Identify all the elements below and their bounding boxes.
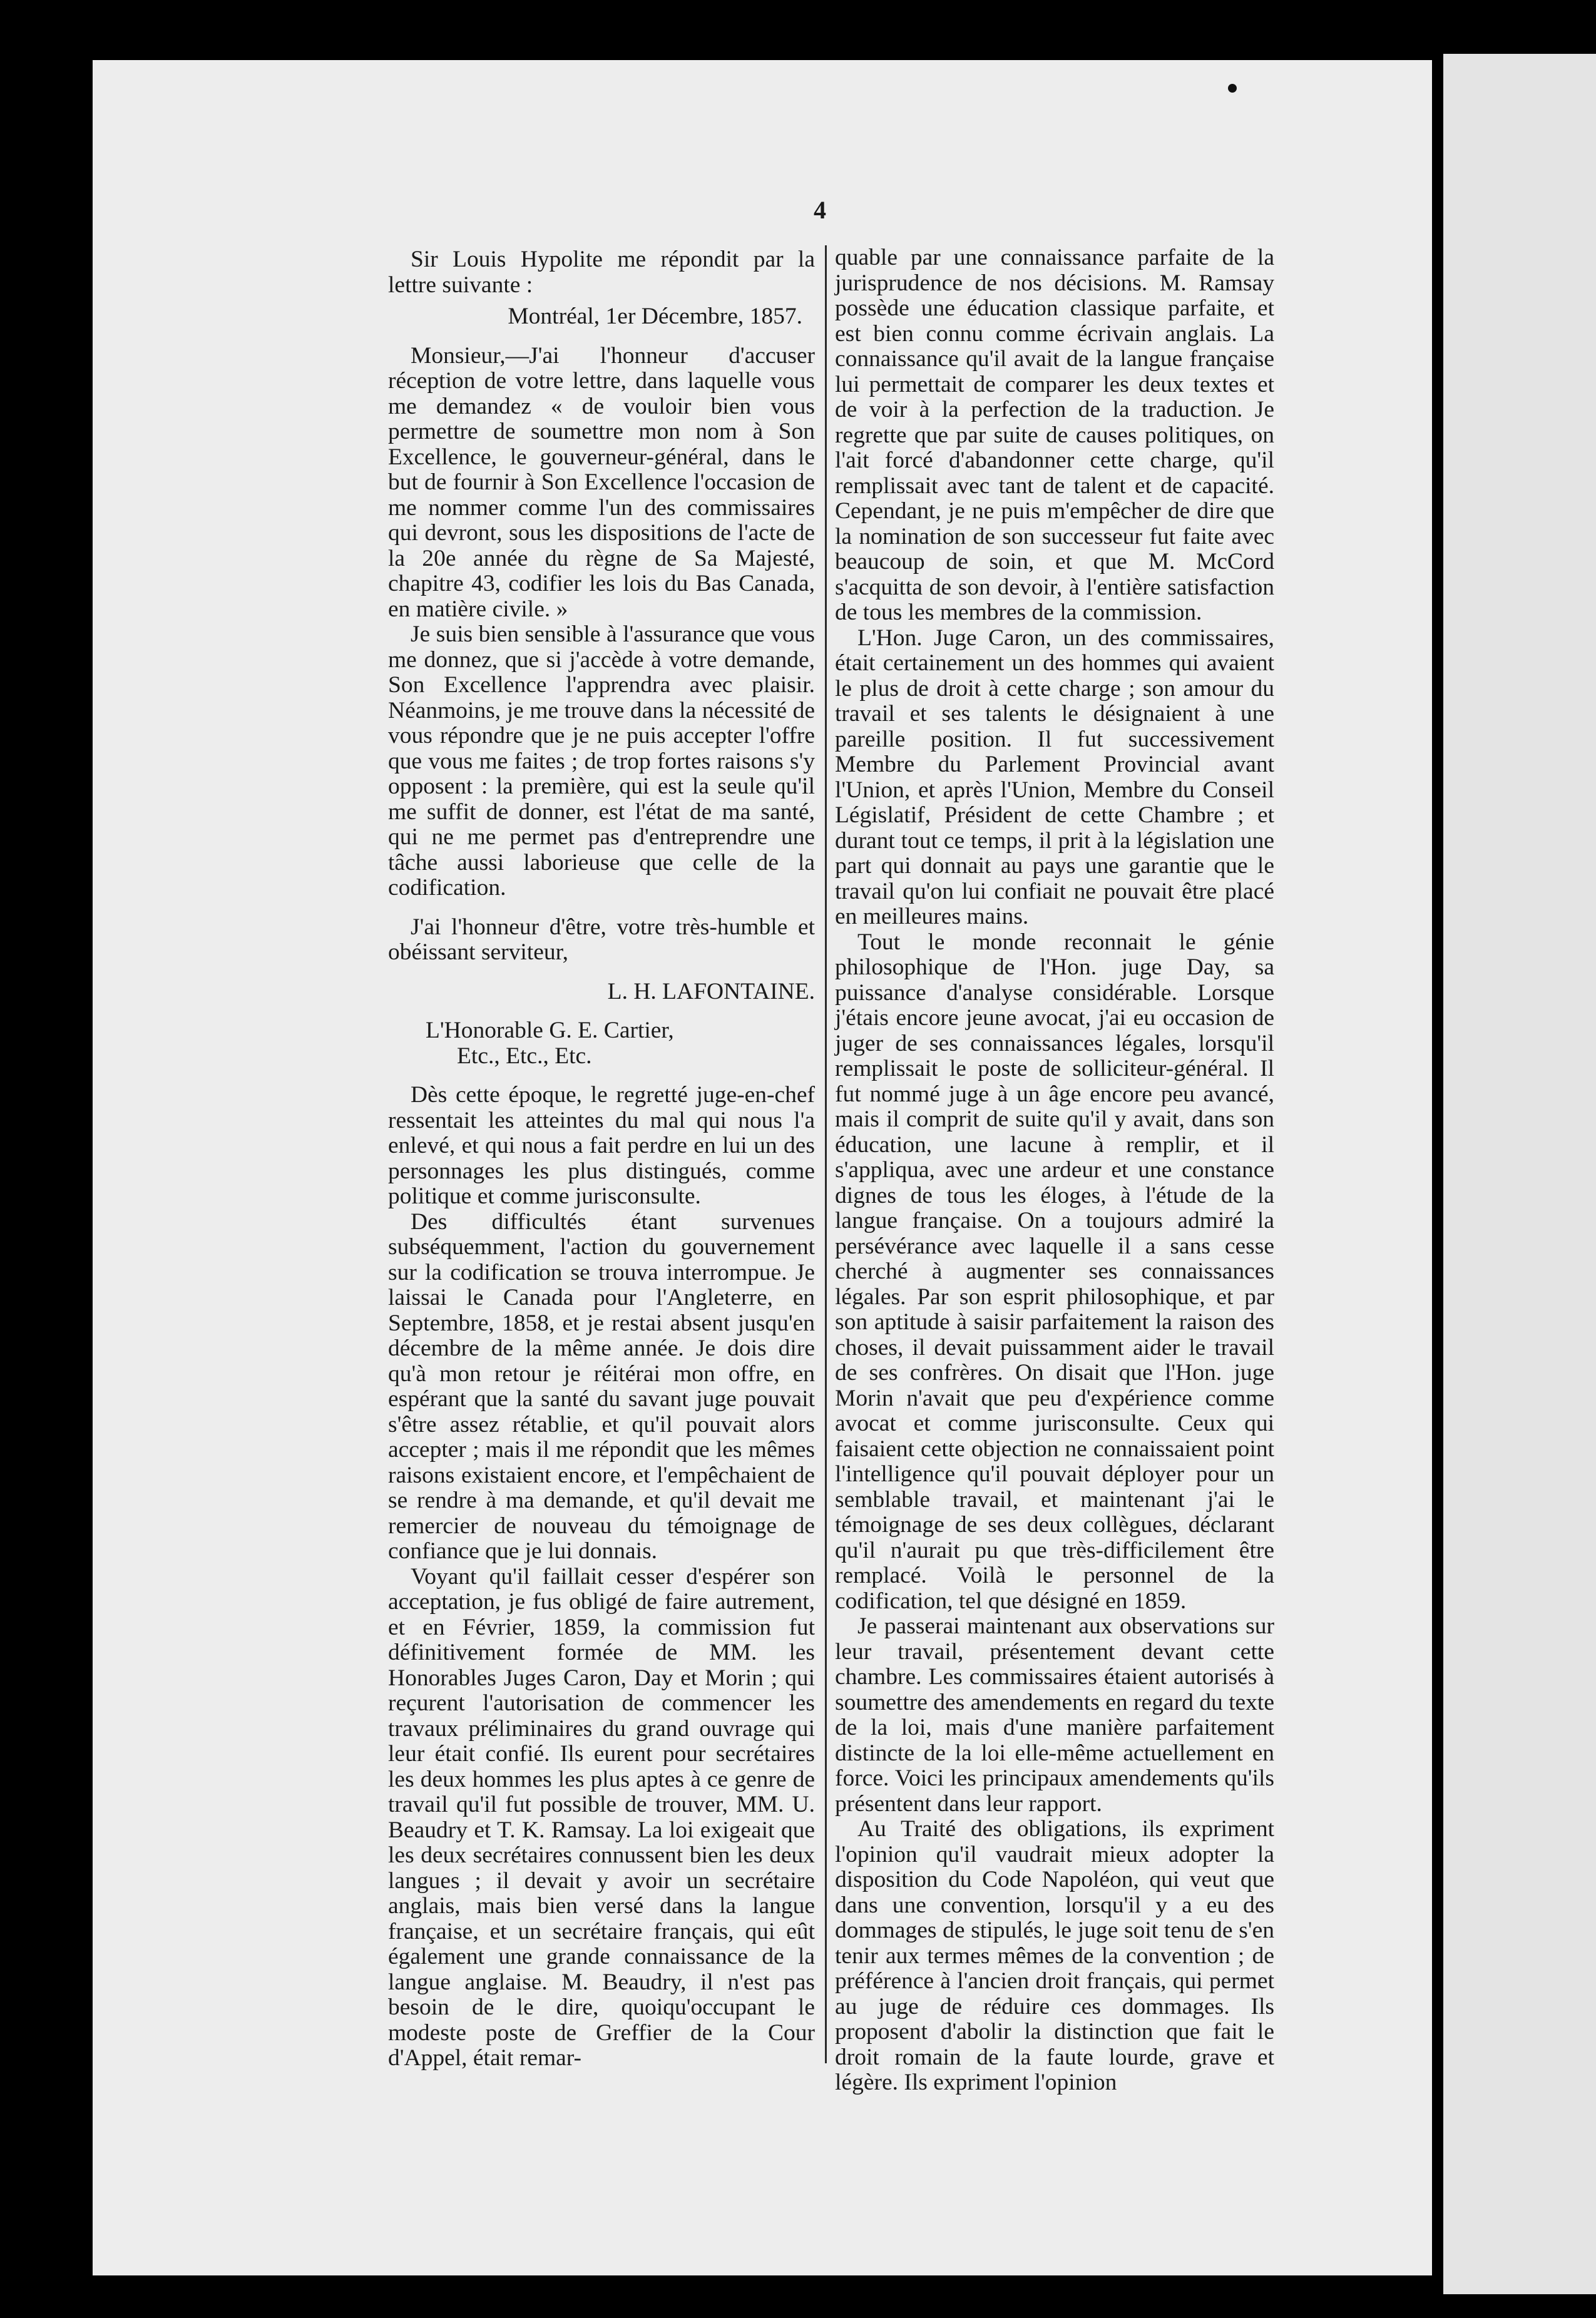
letter-paragraph: Monsieur,—J'ai l'honneur d'accuser réception de votre lettre, dans laquelle vous me demandez « de vouloir bien vous permettre de soumettre mon nom à Son Excellence, le gouverneur-général, dans le but de fournir à Son Excellence l'occasion de me nommer comme l'un des commissaires qui devront, sous les dispositions de l'acte de la 20e année du règne de Sa Majesté, chapitre 43, codifier les lois du Bas Canada, en matière civile. »: [388, 342, 815, 622]
right-column: [835, 245, 1274, 2096]
body-paragraph: Des difficultés étant survenues subséquemment, l'action du gouvernement sur la codification se trouva interrompue. Je laissai le Canada pour l'Angleterre, en Septembre, 1858, et je restai absent jusqu'en décembre de la même année. Je dois dire qu'à mon retour je réitérai mon offre, en espérant que la santé du savant juge pouvait s'être assez rétablie, et qu'il pouvait alors accepter ; mais il me répondit que les mêmes raisons existaient encore, et l'empêchaient de se rendre à ma demande, et qu'il devait me remercier de nouveau du témoignage de confiance que je lui donnais.: [388, 1208, 815, 1564]
left-column: [388, 247, 815, 2071]
letter-signature: L. H. LAFONTAINE.: [607, 978, 815, 1004]
column-divider: [825, 245, 827, 2063]
body-paragraph: Au Traité des obligations, ils expriment l'opinion qu'il vaudrait mieux adopter la disposition du Code Napoléon, qui veut que dans une convention, lorsqu'il y a eu des dommages de stipulés, le juge soit tenu de s'en tenir aux termes mêmes de la convention ; de préférence à l'ancien droit français, qui permet au juge de réduire ces dommages. Ils proposent d'abolir la distinction que fait le droit romain de la faute lourde, grave et légère. Ils expriment l'opinion: [835, 1816, 1274, 2095]
body-paragraph: L'Hon. Juge Caron, un des commissaires, était certainement un des hommes qui avaient le plus de droit à cette charge ; son amour du travail et ses talents le désignaient à une pareille position. Il fut successivement Membre du Parlement Provincial avant l'Union, et après l'Union, Membre du Conseil Législatif, Président de cette Chambre ; et durant tout ce temps, il prit à la législation une part qui donnait au pays une garantie que le travail qu'on lui confiait ne pouvait être placé en meilleures mains.: [835, 625, 1274, 929]
letter-addressee-etc: Etc., Etc., Etc.: [457, 1043, 592, 1069]
body-paragraph: Je passerai maintenant aux observations sur leur travail, présentement devant cette chambre. Les commissaires étaient autorisés à soumettre des amendements en regard du texte de la loi, mais d'une manière parfaitement distincte de la loi elle-même actuellement en force. Voici les principaux amendements qu'ils présentent dans leur rapport.: [835, 1613, 1274, 1817]
intro-text: Sir Louis Hypolite me répondit par la lettre suivante :: [388, 247, 815, 298]
letter-closing: J'ai l'honneur d'être, votre très-humble et obéissant serviteur,: [388, 914, 815, 965]
body-paragraph: Tout le monde reconnait le génie philosophique de l'Hon. juge Day, sa puissance d'analyse considérable. Lorsque j'étais encore jeune avocat, j'ai eu occasion de juger de ses connaissances légales, lorsqu'il remplissait le poste de solliciteur-général. Il fut nommé juge à un âge encore peu avancé, mais il comprit de suite qu'il y avait, dans son éducation, une lacune à remplir, et il s'appliqua, avec une ardeur et une constance dignes de tous les éloges, à l'étude de la langue française. On a toujours admiré la persévérance avec laquelle il a sans cesse cherché à augmenter ses connaissances légales. Par son esprit philosophique, et par son aptitude à saisir parfaitement la raison des choses, il devait puissamment aider le travail de ses confrères. On disait que l'Hon. juge Morin n'avait que peu d'expérience comme avocat et comme jurisconsulte. Ceux qui faisaient cette objection ne connaissaient point l'intelligence qu'il pouvait déployer pour un semblable travail, et maintenant j'ai le témoignage de ses deux collègues, déclarant qu'il n'aurait pu que très-difficilement être remplacé. Voilà le personnel de la codification, tel que désigné en 1859.: [835, 929, 1274, 1614]
letter-dateline: Montréal, 1er Décembre, 1857.: [508, 304, 802, 329]
body-paragraph: quable par une connaissance parfaite de la jurisprudence de nos décisions. M. Ramsay possède une éducation classique parfaite, et est bien connu comme écrivain anglais. La connaissance qu'il avait de la langue française lui permettait de comparer les deux textes et de voir à la perfection de la traduction. Je regrette que par suite de causes politiques, on l'ait forcé d'abandonner cette charge, qu'il remplissait avec tant de talent et de capacité. Cependant, je ne puis m'empêcher de dire que la nomination de son successeur fut faite avec beaucoup de soin, et que M. McCord s'acquitta de son devoir, à l'entière satisfaction de tous les membres de la commission.: [835, 245, 1274, 625]
letter-paragraph: Je suis bien sensible à l'assurance que vous me donnez, que si j'accède à votre demande, Son Excellence l'apprendra avec plaisir. Néanmoins, je me trouve dans la nécessité de vous répondre que je ne puis accepter l'offre que vous me faites ; de trop fortes raisons s'y opposent : la première, qui est la seule qu'il me suffit de donner, est l'état de ma santé, qui ne me permet pas d'entreprendre une tâche aussi laborieuse que celle de la codification.: [388, 621, 815, 901]
letter-addressee: L'Honorable G. E. Cartier,: [426, 1018, 674, 1043]
ink-dot: [1228, 84, 1237, 93]
adjacent-page-edge: [1443, 54, 1596, 2294]
page-number: 4: [814, 196, 826, 224]
body-paragraph: Dès cette époque, le regretté juge-en-chef ressentait les atteintes du mal qui nous l'a enlevé, et qui nous a fait perdre en lui un des personnages les plus distingués, comme politique et comme jurisconsulte.: [388, 1082, 815, 1209]
body-paragraph: Voyant qu'il faillait cesser d'espérer son acceptation, je fus obligé de faire autrement, et en Février, 1859, la commission fut définitivement formée de MM. les Honorables Juges Caron, Day et Morin ; qui reçurent l'autorisation de commencer les travaux préliminaires du grand ouvrage qui leur était confié. Ils eurent pour secrétaires les deux hommes les plus aptes à ce genre de travail qu'il fut possible de trouver, MM. U. Beaudry et T. K. Ramsay. La loi exigeait que les deux secrétaires connussent bien les deux langues ; il devait y avoir un secrétaire anglais, mais bien versé dans la langue française, et un secrétaire français, qui eût également une grande connaissance de la langue anglaise. M. Beaudry, il n'est pas besoin de le dire, quoiqu'occupant le modeste poste de Greffier de la Cour d'Appel, était remar-: [388, 1563, 815, 2071]
